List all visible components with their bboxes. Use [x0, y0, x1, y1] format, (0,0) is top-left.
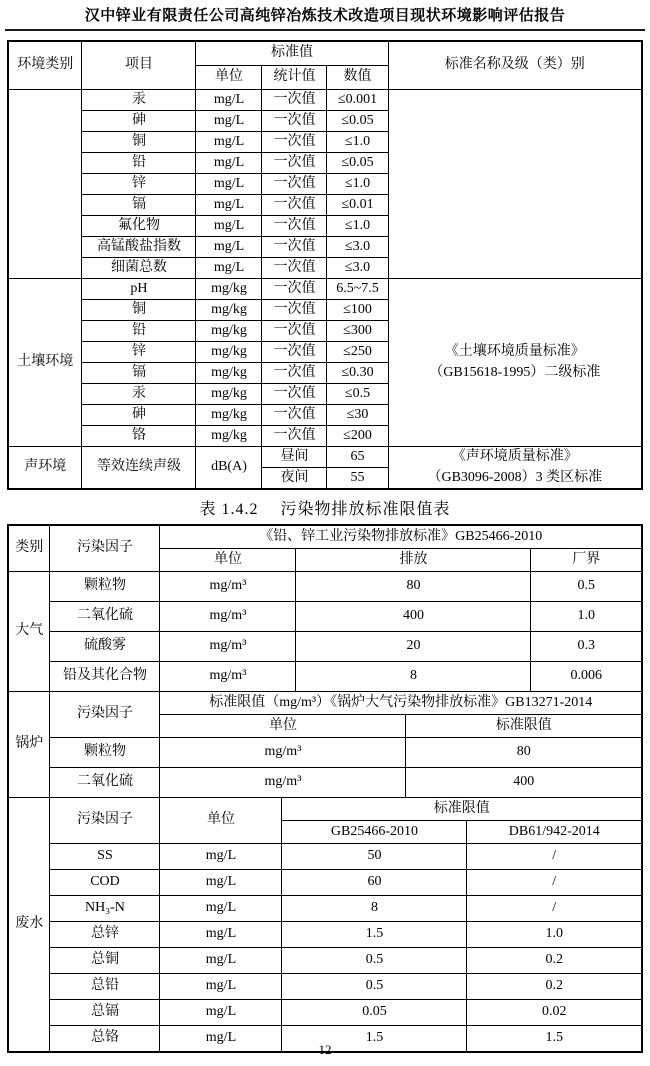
cell-unit: mg/m³ [160, 602, 296, 632]
cell-item: 汞 [82, 384, 196, 405]
cell-unit: mg/m³ [160, 768, 406, 798]
boiler-category-label: 锅炉 [8, 692, 50, 798]
header-value: 数值 [327, 66, 388, 90]
cell-value: ≤0.001 [327, 90, 388, 111]
cell-unit: mg/L [196, 174, 262, 195]
wastewater-unit-header: 单位 [160, 798, 282, 844]
cell-unit: mg/kg [196, 384, 262, 405]
header-standard-title: 《铅、锌工业污染物排放标准》GB25466-2010 [160, 525, 642, 549]
cell-boundary: 0.5 [531, 572, 642, 602]
cell-unit: mg/kg [196, 405, 262, 426]
soil-category-label: 土壤环境 [8, 279, 82, 447]
cell-gb-value: 8 [282, 896, 467, 922]
cell-factor: 二氧化硫 [50, 602, 160, 632]
cell-value: ≤0.05 [327, 111, 388, 132]
cell-item: 铬 [82, 426, 196, 447]
cell-stat: 一次值 [262, 363, 327, 384]
soil-standard-line1: 《土壤环境质量标准》 [444, 344, 585, 360]
cell-item: 砷 [82, 405, 196, 426]
header-unit: 单位 [160, 549, 296, 572]
cell-factor: 颗粒物 [50, 572, 160, 602]
cell-value: ≤0.5 [327, 384, 388, 405]
cell-value: 6.5~7.5 [327, 279, 388, 300]
cell-gb-value: 1.5 [282, 922, 467, 948]
cell-stat: 一次值 [262, 342, 327, 363]
noise-standard-name [388, 447, 642, 490]
empty-env-cell [8, 90, 82, 279]
cell-unit: mg/L [160, 870, 282, 896]
header-unit: 单位 [196, 66, 262, 90]
cell-value: ≤30 [327, 405, 388, 426]
cell-emission: 400 [296, 602, 531, 632]
cell-unit: mg/L [160, 922, 282, 948]
wastewater-factor-header: 污染因子 [50, 798, 160, 844]
wastewater-header-row [8, 798, 642, 821]
cell-db-value: 0.02 [467, 1000, 642, 1026]
cell-stat: 一次值 [262, 300, 327, 321]
header-rule [5, 29, 645, 31]
cell-factor: NH₃-N [50, 896, 160, 922]
wastewater-category-label: 废水 [8, 798, 50, 1053]
wastewater-db-header: DB61/942-2014 [467, 821, 642, 844]
cell-stat: 一次值 [262, 216, 327, 237]
cell-item: 镉 [82, 195, 196, 216]
cell-boundary: 1.0 [531, 602, 642, 632]
cell-unit: mg/L [160, 1000, 282, 1026]
cell-gb-value: 60 [282, 870, 467, 896]
cell-stat: 一次值 [262, 258, 327, 279]
cell-item: 氟化物 [82, 216, 196, 237]
cell-unit: mg/L [196, 132, 262, 153]
cell-db-value: 0.2 [467, 974, 642, 1000]
cell-item: 锌 [82, 174, 196, 195]
cell-unit: mg/kg [196, 300, 262, 321]
cell-factor: 总铬 [50, 1026, 160, 1053]
cell-stat: 一次值 [262, 111, 327, 132]
cell-unit: mg/L [196, 153, 262, 174]
cell-value: ≤1.0 [327, 216, 388, 237]
empty-standard-cell [388, 90, 642, 279]
cell-db-value: 1.0 [467, 922, 642, 948]
cell-unit: mg/kg [196, 342, 262, 363]
cell-unit: mg/m³ [160, 572, 296, 602]
cell-period: 昼间 [262, 447, 327, 468]
wastewater-row [8, 948, 642, 974]
header-category: 类别 [8, 525, 50, 572]
cell-value: ≤3.0 [327, 237, 388, 258]
cell-unit: mg/L [160, 896, 282, 922]
cell-item: 锌 [82, 342, 196, 363]
cell-stat: 一次值 [262, 174, 327, 195]
cell-factor: 二氧化硫 [50, 768, 160, 798]
boiler-standard-title: 标准限值（mg/m³）《锅炉大气污染物排放标准》GB13271-2014 [160, 692, 642, 715]
cell-item: pH [82, 279, 196, 300]
header-standard-value: 标准值 [196, 41, 388, 66]
boiler-limit-header: 标准限值 [406, 715, 642, 738]
noise-category-label: 声环境 [8, 447, 82, 490]
noise-standard-line1: 《声环境质量标准》 [451, 449, 578, 465]
cell-db-value: / [467, 844, 642, 870]
header-factor: 污染因子 [50, 525, 160, 572]
noise-row [8, 447, 642, 468]
cell-factor: 硫酸雾 [50, 632, 160, 662]
cell-unit: mg/L [196, 237, 262, 258]
cell-item: 砷 [82, 111, 196, 132]
cell-item: 细菌总数 [82, 258, 196, 279]
cell-unit: mg/L [160, 844, 282, 870]
table2-header-row [8, 525, 642, 549]
air-row [8, 572, 642, 602]
cell-unit: mg/kg [196, 363, 262, 384]
cell-value: ≤300 [327, 321, 388, 342]
cell-value: ≤1.0 [327, 174, 388, 195]
water-row [8, 90, 642, 111]
cell-emission: 80 [296, 572, 531, 602]
header-boundary: 厂界 [531, 549, 642, 572]
discharge-standard-table [7, 524, 643, 1053]
cell-unit: mg/L [196, 90, 262, 111]
cell-factor: 总铅 [50, 974, 160, 1000]
cell-stat: 一次值 [262, 90, 327, 111]
cell-factor: 铅及其化合物 [50, 662, 160, 692]
cell-value: ≤3.0 [327, 258, 388, 279]
wastewater-gb-header: GB25466-2010 [282, 821, 467, 844]
noise-unit: dB(A) [196, 447, 262, 490]
cell-stat: 一次值 [262, 321, 327, 342]
wastewater-row [8, 922, 642, 948]
table-header-row [8, 41, 642, 66]
wastewater-row [8, 870, 642, 896]
header-standard-name: 标准名称及级（类）别 [388, 41, 642, 90]
cell-item: 镉 [82, 363, 196, 384]
wastewater-row [8, 844, 642, 870]
noise-standard-line2: （GB3096-2008）3 类区标准 [427, 469, 603, 485]
cell-stat: 一次值 [262, 405, 327, 426]
cell-value: ≤250 [327, 342, 388, 363]
header-item: 项目 [82, 41, 196, 90]
air-row [8, 602, 642, 632]
cell-stat: 一次值 [262, 237, 327, 258]
soil-standard-name [388, 279, 642, 447]
table-1-4-2-title: 表 1.4.2 污染物排放标准限值表 [199, 501, 451, 518]
cell-unit: mg/m³ [160, 632, 296, 662]
air-row [8, 662, 642, 692]
cell-db-value: 1.5 [467, 1026, 642, 1053]
cell-boundary: 0.3 [531, 632, 642, 662]
cell-limit: 80 [406, 738, 642, 768]
cell-unit: mg/L [196, 216, 262, 237]
cell-unit: mg/L [196, 111, 262, 132]
cell-gb-value: 50 [282, 844, 467, 870]
cell-value: ≤1.0 [327, 132, 388, 153]
cell-period: 夜间 [262, 468, 327, 490]
cell-value: ≤100 [327, 300, 388, 321]
cell-factor: COD [50, 870, 160, 896]
header-env-category: 环境类别 [8, 41, 82, 90]
cell-unit: mg/kg [196, 279, 262, 300]
cell-stat: 一次值 [262, 132, 327, 153]
cell-gb-value: 1.5 [282, 1026, 467, 1053]
cell-unit: mg/L [196, 195, 262, 216]
cell-stat: 一次值 [262, 195, 327, 216]
cell-value: ≤0.05 [327, 153, 388, 174]
cell-stat: 一次值 [262, 279, 327, 300]
cell-unit: mg/m³ [160, 662, 296, 692]
boiler-factor-header: 污染因子 [50, 692, 160, 738]
boiler-unit-header: 单位 [160, 715, 406, 738]
cell-unit: mg/L [160, 974, 282, 1000]
cell-value: ≤0.30 [327, 363, 388, 384]
boiler-row [8, 768, 642, 798]
noise-item: 等效连续声级 [82, 447, 196, 490]
cell-stat: 一次值 [262, 426, 327, 447]
boiler-header-row [8, 692, 642, 715]
cell-unit: mg/L [160, 948, 282, 974]
cell-gb-value: 0.5 [282, 948, 467, 974]
page-number: 12 [318, 1042, 332, 1057]
header-emission: 排放 [296, 549, 531, 572]
soil-standard-line2: （GB15618-1995）二级标准 [429, 364, 601, 380]
wastewater-limit-header: 标准限值 [282, 798, 642, 821]
cell-item: 铅 [82, 321, 196, 342]
cell-item: 铜 [82, 300, 196, 321]
air-category-label: 大气 [8, 572, 50, 692]
cell-value: ≤200 [327, 426, 388, 447]
cell-gb-value: 0.05 [282, 1000, 467, 1026]
cell-emission: 8 [296, 662, 531, 692]
cell-value: 55 [327, 468, 388, 490]
cell-unit: mg/kg [196, 426, 262, 447]
cell-unit: mg/L [196, 258, 262, 279]
cell-factor: 总锌 [50, 922, 160, 948]
cell-db-value: 0.2 [467, 948, 642, 974]
cell-factor: SS [50, 844, 160, 870]
wastewater-row [8, 974, 642, 1000]
wastewater-row [8, 896, 642, 922]
cell-value: ≤0.01 [327, 195, 388, 216]
cell-stat: 一次值 [262, 384, 327, 405]
cell-item: 铅 [82, 153, 196, 174]
cell-unit: mg/L [160, 1026, 282, 1053]
cell-item: 汞 [82, 90, 196, 111]
cell-unit: mg/kg [196, 321, 262, 342]
cell-factor: 总镉 [50, 1000, 160, 1026]
cell-value: 65 [327, 447, 388, 468]
cell-factor: 颗粒物 [50, 738, 160, 768]
document-header-title: 汉中锌业有限责任公司高纯锌冶炼技术改造项目现状环境影响评估报告 [84, 8, 566, 24]
cell-factor: 总铜 [50, 948, 160, 974]
wastewater-row [8, 1000, 642, 1026]
cell-emission: 20 [296, 632, 531, 662]
environment-quality-table [7, 40, 643, 490]
cell-gb-value: 0.5 [282, 974, 467, 1000]
cell-db-value: / [467, 896, 642, 922]
cell-boundary: 0.006 [531, 662, 642, 692]
cell-db-value: / [467, 870, 642, 896]
cell-item: 高锰酸盐指数 [82, 237, 196, 258]
cell-unit: mg/m³ [160, 738, 406, 768]
boiler-row [8, 738, 642, 768]
air-row [8, 632, 642, 662]
soil-row [8, 279, 642, 300]
cell-stat: 一次值 [262, 153, 327, 174]
cell-limit: 400 [406, 768, 642, 798]
header-stat: 统计值 [262, 66, 327, 90]
cell-item: 铜 [82, 132, 196, 153]
